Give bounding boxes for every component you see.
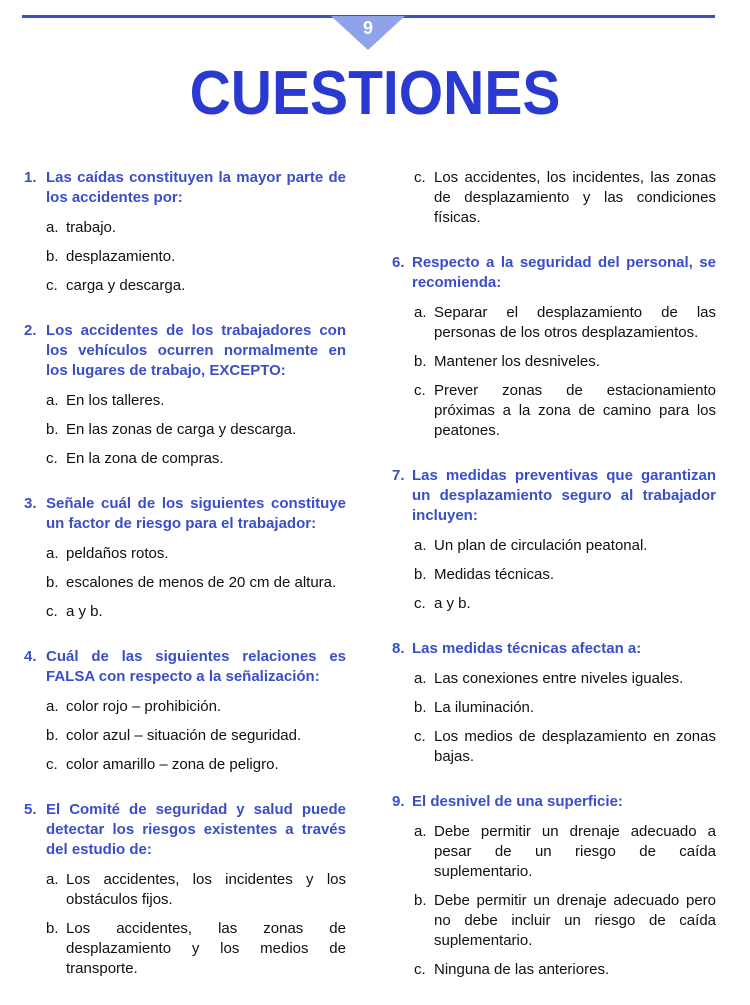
answer-option bbox=[24, 391, 346, 411]
option-letter: c. bbox=[46, 603, 58, 620]
question-text bbox=[24, 800, 346, 860]
question-number: 6. bbox=[392, 254, 405, 271]
question-5-continued bbox=[392, 168, 716, 228]
answer-option bbox=[24, 247, 346, 267]
question-number: 2. bbox=[24, 322, 37, 339]
option-text: peldaños rotos. bbox=[66, 545, 169, 562]
answer-option bbox=[24, 726, 346, 746]
question-stem: Respecto a la seguridad del personal, se recomienda: bbox=[412, 254, 716, 291]
answer-option bbox=[392, 669, 716, 689]
option-text: color rojo – prohibición. bbox=[66, 698, 222, 715]
answer-option bbox=[392, 960, 716, 980]
option-letter: a. bbox=[46, 871, 59, 888]
answer-option bbox=[392, 536, 716, 556]
answer-option bbox=[392, 381, 716, 441]
right-column bbox=[392, 168, 716, 1005]
answer-option bbox=[392, 822, 716, 882]
question-text bbox=[24, 494, 346, 534]
answer-option bbox=[392, 698, 716, 718]
option-letter: c. bbox=[46, 450, 58, 467]
option-text: a y b. bbox=[66, 603, 103, 620]
option-letter: c. bbox=[414, 961, 426, 978]
question-2 bbox=[24, 321, 346, 469]
option-letter: a. bbox=[414, 537, 427, 554]
option-text: En los talleres. bbox=[66, 392, 165, 409]
answer-option bbox=[24, 602, 346, 622]
option-text: En la zona de compras. bbox=[66, 450, 224, 467]
option-text: La iluminación. bbox=[434, 699, 535, 716]
option-letter: c. bbox=[414, 169, 426, 186]
question-6 bbox=[392, 253, 716, 441]
answer-option bbox=[24, 919, 346, 979]
option-letter: a. bbox=[414, 304, 427, 321]
question-stem: Las medidas técnicas afectan a: bbox=[412, 640, 642, 657]
option-text: color amarillo – zona de peligro. bbox=[66, 756, 279, 773]
question-number: 1. bbox=[24, 169, 37, 186]
answer-option bbox=[392, 168, 716, 228]
question-4 bbox=[24, 647, 346, 775]
option-text: Separar el desplazamiento de las personas de los otros desplazamientos. bbox=[434, 304, 716, 341]
option-letter: b. bbox=[46, 574, 59, 591]
option-text: Los accidentes, los incidentes, las zonas de desplazamiento y las condiciones físicas. bbox=[434, 169, 716, 226]
answer-option bbox=[392, 727, 716, 767]
option-text: trabajo. bbox=[66, 219, 117, 236]
answer-option bbox=[24, 544, 346, 564]
option-letter: c. bbox=[414, 728, 426, 745]
answer-option bbox=[24, 218, 346, 238]
option-text: color azul – situación de seguridad. bbox=[66, 727, 302, 744]
question-stem: El desnivel de una superficie: bbox=[412, 793, 623, 810]
question-1 bbox=[24, 168, 346, 296]
option-text: Un plan de circulación peatonal. bbox=[434, 537, 648, 554]
left-column bbox=[24, 168, 346, 1004]
question-9 bbox=[392, 792, 716, 980]
option-letter: c. bbox=[46, 756, 58, 773]
option-text: Debe permitir un drenaje adecuado pero no debe incluir un riesgo de caída suplementario. bbox=[434, 892, 716, 949]
option-text: En las zonas de carga y descarga. bbox=[66, 421, 297, 438]
answer-option bbox=[392, 303, 716, 343]
option-letter: b. bbox=[46, 920, 59, 937]
answer-option bbox=[392, 352, 716, 372]
question-stem: Las medidas preventivas que garantizan un desplazamiento seguro al trabajador incluyen: bbox=[412, 467, 716, 524]
page-title: CUESTIONES bbox=[189, 59, 561, 128]
option-text: desplazamiento. bbox=[66, 248, 176, 265]
option-letter: b. bbox=[414, 566, 427, 583]
question-number: 9. bbox=[392, 793, 405, 810]
option-letter: b. bbox=[46, 421, 59, 438]
question-stem: El Comité de seguridad y salud puede detectar los riesgos existentes a través del estudio de: bbox=[46, 801, 346, 858]
option-letter: a. bbox=[414, 823, 427, 840]
option-text: Los medios de desplazamiento en zonas bajas. bbox=[434, 728, 716, 765]
question-text bbox=[24, 168, 346, 208]
option-letter: a. bbox=[414, 670, 427, 687]
answer-option bbox=[24, 573, 346, 593]
question-7 bbox=[392, 466, 716, 614]
question-number: 8. bbox=[392, 640, 405, 657]
question-number: 3. bbox=[24, 495, 37, 512]
answer-option bbox=[24, 276, 346, 296]
chapter-badge bbox=[331, 16, 405, 50]
question-number: 4. bbox=[24, 648, 37, 665]
answer-option bbox=[24, 755, 346, 775]
option-letter: a. bbox=[46, 698, 59, 715]
question-8 bbox=[392, 639, 716, 767]
question-stem: Cuál de las siguientes relaciones es FALSA con respecto a la señalización: bbox=[46, 648, 346, 685]
option-text: Mantener los desniveles. bbox=[434, 353, 600, 370]
option-text: escalones de menos de 20 cm de altura. bbox=[66, 574, 337, 591]
option-text: Los accidentes, los incidentes y los obstáculos fijos. bbox=[66, 871, 346, 908]
answer-option bbox=[24, 870, 346, 910]
question-text bbox=[392, 639, 716, 659]
question-text bbox=[24, 321, 346, 381]
answer-option bbox=[392, 594, 716, 614]
option-letter: c. bbox=[414, 595, 426, 612]
option-letter: b. bbox=[414, 892, 427, 909]
option-letter: a. bbox=[46, 545, 59, 562]
option-text: Medidas técnicas. bbox=[434, 566, 555, 583]
question-number: 7. bbox=[392, 467, 405, 484]
answer-option bbox=[24, 449, 346, 469]
question-text bbox=[392, 253, 716, 293]
answer-option bbox=[392, 565, 716, 585]
option-letter: c. bbox=[46, 277, 58, 294]
answer-option bbox=[392, 891, 716, 951]
answer-option bbox=[24, 420, 346, 440]
option-text: Las conexiones entre niveles iguales. bbox=[434, 670, 684, 687]
option-text: Debe permitir un drenaje adecuado a pesar de un riesgo de caída suplementario. bbox=[434, 823, 716, 880]
option-text: Ninguna de las anteriores. bbox=[434, 961, 610, 978]
option-letter: c. bbox=[414, 382, 426, 399]
option-text: Prever zonas de estacionamiento próximas a la zona de camino para los peatones. bbox=[434, 382, 716, 439]
option-letter: a. bbox=[46, 392, 59, 409]
option-letter: b. bbox=[46, 727, 59, 744]
question-stem: Los accidentes de los trabajadores con los vehículos ocurren normalmente en los lugares de trabajo, EXCEPTO: bbox=[46, 322, 346, 379]
option-letter: a. bbox=[46, 219, 59, 236]
question-text bbox=[24, 647, 346, 687]
option-letter: b. bbox=[414, 699, 427, 716]
option-letter: b. bbox=[414, 353, 427, 370]
question-stem: Las caídas constituyen la mayor parte de los accidentes por: bbox=[46, 169, 346, 206]
option-text: Los accidentes, las zonas de desplazamiento y los medios de transporte. bbox=[66, 920, 346, 977]
option-text: carga y descarga. bbox=[66, 277, 186, 294]
question-stem: Señale cuál de los siguientes constituye un factor de riesgo para el trabajador: bbox=[46, 495, 346, 532]
question-5 bbox=[24, 800, 346, 979]
option-letter: b. bbox=[46, 248, 59, 265]
answer-option bbox=[24, 697, 346, 717]
question-number: 5. bbox=[24, 801, 37, 818]
question-3 bbox=[24, 494, 346, 622]
question-text bbox=[392, 466, 716, 526]
option-text: a y b. bbox=[434, 595, 471, 612]
question-text bbox=[392, 792, 716, 812]
chapter-number: 9 bbox=[362, 18, 373, 38]
